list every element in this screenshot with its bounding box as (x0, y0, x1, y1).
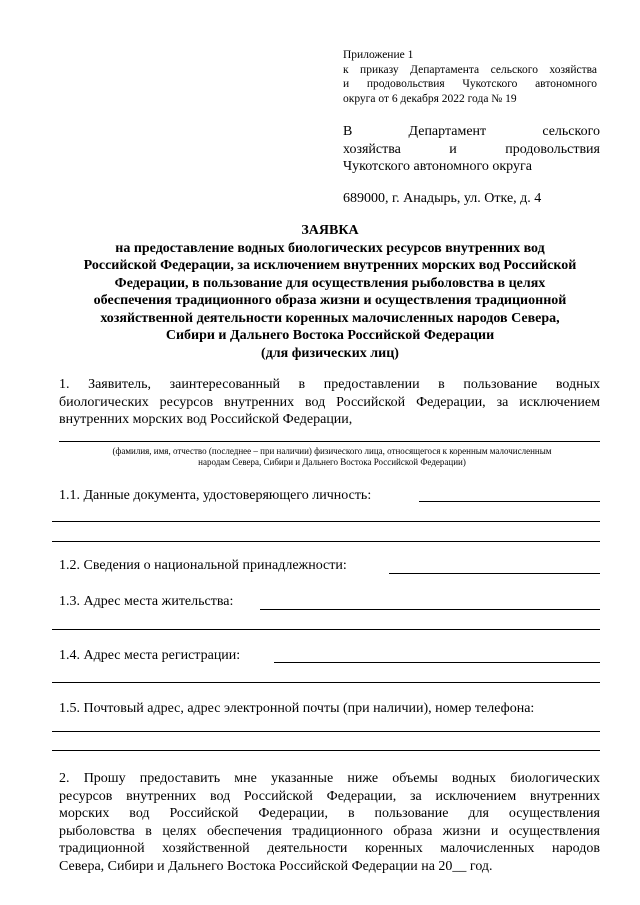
appendix-line-1: Приложение 1 (343, 49, 414, 61)
section-2-line-6: Севера, Сибири и Дальнего Востока Российской Федерации на 20__ год. (59, 858, 493, 874)
title-line-2: Российской Федерации, за исключением внутренних морских вод Российской (83, 258, 577, 273)
section-1-line-3: внутренних морских вод Российской Федерации, (59, 412, 353, 427)
appendix-line-2: к приказу Департамента сельского хозяйства (343, 63, 597, 76)
field-1-3-extra-line[interactable] (52, 629, 600, 630)
addressee-block (343, 123, 600, 176)
section-2-line-1: 2. Прошу предоставить мне указанные ниже объемы водных биологических (59, 771, 600, 786)
title-line-6: Сибири и Дальнего Востока Российской Федерации (165, 328, 495, 343)
title-line-7: (для физических лиц) (261, 345, 399, 361)
addressee-address: 689000, г. Анадырь, ул. Отке, д. 4 (343, 191, 542, 206)
field-1-4-label: 1.4. Адрес места регистрации: (59, 648, 241, 663)
addressee-line-3: Чукотского автономного округа (343, 159, 532, 174)
section-2-line-4: рыболовства в целях обеспечения традиционного образа жизни и осуществления (59, 823, 600, 839)
title-line-5: хозяйственной деятельности коренных малочисленных народов Севера, (100, 310, 560, 326)
field-1-2-label: 1.2. Сведения о национальной принадлежности: (59, 558, 347, 573)
title-line-1: на предоставление водных биологических ресурсов внутренних вод (115, 240, 545, 256)
section-2-line-5: традиционной хозяйственной деятельности коренных малочисленных народов (59, 841, 600, 856)
field-1-1-extra-line-1[interactable] (52, 521, 600, 522)
section-1-line-2: биологических ресурсов внутренних вод Российской Федерации, за исключением (59, 394, 600, 410)
applicant-name-caption (52, 446, 612, 468)
document-title (40, 222, 620, 362)
addressee-line-1: В Департамент сельского (343, 124, 600, 139)
title-line-3: Федерации, в пользование для осуществления рыболовства в целях (114, 275, 546, 291)
field-1-3-label: 1.3. Адрес места жительства: (59, 594, 234, 609)
section-1-line-1: 1. Заявитель, заинтересованный в предоставлении в пользование водных (59, 377, 600, 392)
title-line-4: обеспечения традиционного образа жизни и осуществления традиционной (93, 293, 567, 308)
field-1-1-label: 1.1. Данные документа, удостоверяющего личность: (59, 488, 372, 503)
section-2-line-2: ресурсов внутренних вод Российской Федерации, за исключением внутренних (59, 788, 600, 804)
caption-line-2: народам Севера, Сибири и Дальнего Востока Российской Федерации) (198, 457, 466, 467)
appendix-line-4: округа от 6 декабря 2022 года № 19 (343, 92, 517, 105)
field-1-5-line-1[interactable] (52, 731, 600, 732)
field-1-1-input-line[interactable] (419, 501, 600, 502)
caption-line-1: (фамилия, имя, отчество (последнее – при наличии) физического лица, относящегося к коренным малочисленным (112, 446, 552, 456)
appendix-line-3: и продовольствия Чукотского автономного (343, 78, 597, 90)
appendix-note (343, 48, 597, 106)
field-1-5-line-2[interactable] (52, 750, 600, 751)
field-1-4-input-line[interactable] (274, 662, 600, 663)
field-1-3-input-line[interactable] (260, 609, 600, 610)
field-1-5-label: 1.5. Почтовый адрес, адрес электронной почты (при наличии), номер телефона: (59, 701, 535, 716)
applicant-name-line (59, 441, 600, 442)
field-1-2-input-line[interactable] (389, 573, 600, 574)
field-1-1-extra-line-2[interactable] (52, 541, 600, 542)
field-1-4-extra-line[interactable] (52, 682, 600, 683)
section-1-intro (59, 376, 600, 429)
section-2 (59, 770, 600, 875)
section-2-line-3: морских вод Российской Федерации, в пользование для осуществления (59, 806, 600, 821)
title-main: ЗАЯВКА (301, 223, 359, 238)
addressee-line-2: хозяйства и продовольствия (343, 141, 600, 157)
